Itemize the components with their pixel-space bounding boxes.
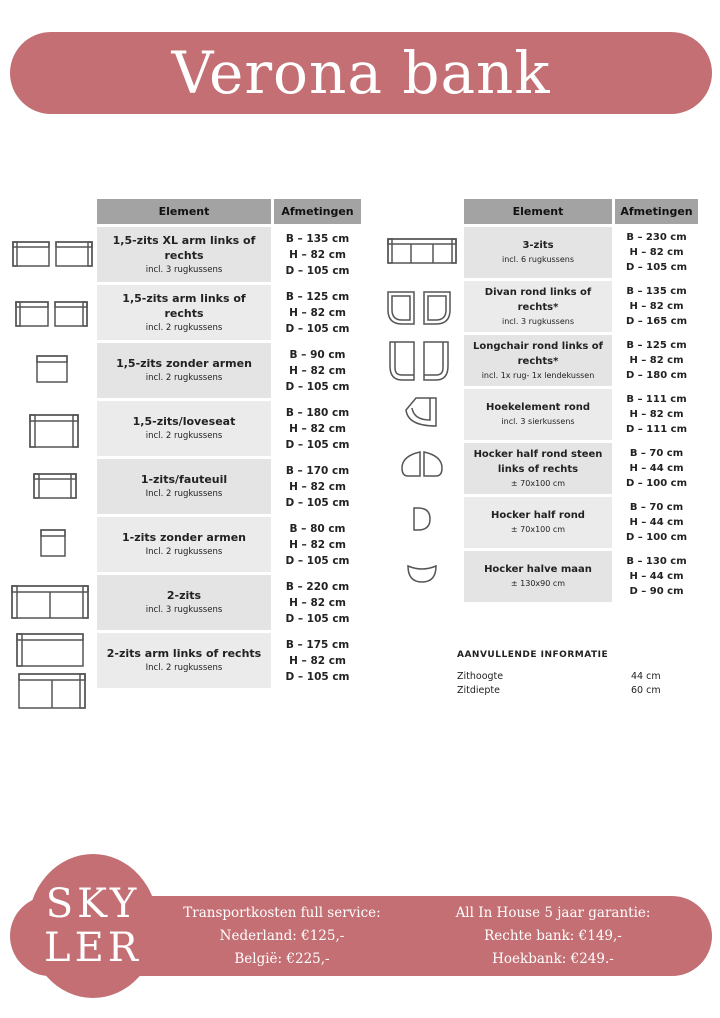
sofa-icon-longchair-rond [388,340,450,382]
dimension-cell [615,440,698,494]
dim-height: H – 82 cm [289,538,346,551]
element-cell [464,278,615,332]
dimension-cell [615,386,698,440]
extra-info-heading: AANVULLENDE INFORMATIE [457,650,609,660]
logo-line-1: SKY [45,881,141,927]
dim-height: H – 44 cm [629,517,684,528]
element-name: Hocker half rond [491,510,585,521]
dim-height: H – 44 cm [629,571,684,582]
dim-depth: D – 105 cm [626,262,687,273]
table-row [97,398,361,456]
element-sub: Incl. 2 rugkussens [145,663,223,673]
element-cell [97,456,274,514]
element-name: Hocker halve maan [484,564,592,575]
table-header-row [97,199,361,224]
sofa-icon-1-5-no-arms [36,354,68,384]
dim-width: B – 135 cm [626,286,687,297]
table-row [97,282,361,340]
sofa-icon-3-zits [387,237,457,265]
element-name: 1,5-zits/loveseat [132,415,236,428]
dim-width: B – 70 cm [629,502,684,513]
dim-depth: D – 100 cm [626,532,687,543]
dim-height: H – 82 cm [629,409,684,420]
element-sub: ± 70x100 cm [510,525,566,534]
transport-nl: Nederland: €125,- [219,928,345,944]
page-title: Verona bank [171,39,551,107]
element-sub: incl. 2 rugkussens [145,322,223,333]
transport-costs [172,902,392,971]
element-cell [464,440,615,494]
table-row [97,572,361,630]
table-row [464,224,698,278]
dim-height: H – 82 cm [289,306,346,319]
dim-depth: D – 105 cm [285,554,350,567]
dimension-cell [615,278,698,332]
brand-logo [28,854,158,998]
dimension-cell [274,224,361,282]
warranty-info [440,902,666,971]
warranty-corner: Hoekbank: €249.- [492,951,614,967]
dim-depth: D – 105 cm [285,496,350,509]
element-cell [97,572,274,630]
dimension-cell [274,282,361,340]
dimension-cell [274,398,361,456]
table-row [464,386,698,440]
element-cell [464,548,615,602]
sofa-icon-2-zits-arm [16,632,86,710]
element-name: 1,5-zits arm links of rechts [122,291,246,320]
element-name: 1-zits/fauteuil [140,473,228,486]
dim-depth: D – 105 cm [285,438,350,451]
sofa-icon-2-zits [11,584,89,620]
logo-line-2: LER [44,925,142,971]
dimension-cell [615,494,698,548]
element-sub: incl. 2 rugkussens [145,373,223,383]
sofa-icon-1-5-arm [15,300,89,328]
dim-depth: D – 180 cm [626,370,687,381]
warranty-straight: Rechte bank: €149,- [484,928,622,944]
sofa-icon-hocker-halve-maan [406,562,438,584]
dim-height: H – 82 cm [629,247,684,258]
dimension-cell [274,630,361,688]
table-row [464,332,698,386]
dim-depth: D – 105 cm [285,322,350,335]
sofa-icon-hocker-half-rond [412,506,432,532]
dim-width: B – 180 cm [285,406,350,419]
info-value: 44 cm [631,671,661,682]
table-row [464,494,698,548]
dimension-cell [615,548,698,602]
dim-width: B – 175 cm [285,638,350,651]
sofa-icon-fauteuil [33,472,77,500]
dimension-cell [274,456,361,514]
element-sub: incl. 6 rugkussens [501,255,575,264]
dim-width: B – 230 cm [626,232,687,243]
dim-width: B – 220 cm [285,580,350,593]
transport-heading: Transportkosten full service: [183,905,381,921]
table-row [464,440,698,494]
sofa-icon-hocker-half-rond-steen [400,450,444,478]
element-name: 1,5-zits zonder armen [116,357,252,370]
dimension-cell [274,340,361,398]
element-name: Longchair rond links of rechts* [473,340,603,367]
list-item [457,684,667,698]
dim-width: B – 125 cm [285,290,350,303]
dimension-cell [615,224,698,278]
element-cell [97,224,274,282]
column-header-afmetingen: Afmetingen [274,199,361,224]
table-header-row [464,199,698,224]
element-name: 2-zits arm links of rechts [106,647,262,660]
dim-width: B – 90 cm [289,348,346,361]
table-row [97,224,361,282]
element-cell [464,386,615,440]
dim-depth: D – 105 cm [285,612,350,625]
element-sub: incl. 3 rugkussens [501,316,575,326]
dim-depth: D – 111 cm [626,424,687,435]
element-cell [97,282,274,340]
dim-width: B – 125 cm [626,340,687,351]
dim-depth: D – 90 cm [629,586,684,597]
sofa-icon-loveseat [29,413,79,449]
dim-height: H – 44 cm [629,463,684,474]
dim-depth: D – 105 cm [285,264,350,277]
column-header-element: Element [97,199,274,224]
column-header-afmetingen: Afmetingen [615,199,698,224]
element-cell [464,332,615,386]
dim-height: H – 82 cm [289,480,346,493]
element-name: 2-zits [166,589,202,602]
element-sub: incl. 1x rug- 1x lendekussen [481,370,595,380]
element-name: Divan rond links of rechts* [484,286,592,313]
dim-width: B – 70 cm [629,448,684,459]
element-sub: Incl. 2 rugkussens [145,547,223,557]
sofa-icon-1-zits-no-arms [40,528,66,558]
dim-height: H – 82 cm [289,248,346,261]
table-row [97,630,361,688]
dim-width: B – 111 cm [626,394,687,405]
title-banner [10,32,712,114]
dimension-cell [274,572,361,630]
right-spec-table [464,199,698,602]
sofa-icon-1-5-xl [12,240,94,268]
dim-width: B – 170 cm [285,464,350,477]
warranty-heading: All In House 5 jaar garantie: [455,905,651,921]
info-label: Zithoogte [457,671,504,682]
element-sub: incl. 2 rugkussens [145,431,223,441]
dimension-cell [274,514,361,572]
dim-height: H – 82 cm [629,301,684,312]
column-header-element: Element [464,199,615,224]
element-name: Hoekelement rond [485,402,591,413]
table-row [464,278,698,332]
table-row [464,548,698,602]
sofa-icon-hoekelement [404,396,438,428]
dim-width: B – 130 cm [626,556,687,567]
list-item [457,670,667,684]
table-row [97,456,361,514]
element-sub: ± 70x100 cm [510,478,566,488]
transport-be: België: €225,- [234,951,330,967]
element-cell [97,340,274,398]
element-sub: ± 130x90 cm [510,579,566,588]
table-row [97,340,361,398]
element-cell [464,494,615,548]
element-name: 1,5-zits XL arm links of rechts [112,233,256,262]
dim-height: H – 82 cm [289,422,346,435]
element-cell [97,514,274,572]
dim-width: B – 135 cm [285,232,350,245]
element-name: 1-zits zonder armen [121,531,246,544]
dimension-cell [615,332,698,386]
dim-height: H – 82 cm [289,364,346,377]
element-name: 3-zits [522,240,554,251]
dim-height: H – 82 cm [289,654,346,667]
element-name: Hocker half rond steen links of rechts [473,448,603,475]
dim-depth: D – 100 cm [626,478,687,489]
dim-height: H – 82 cm [629,355,684,366]
dim-depth: D – 105 cm [285,380,350,393]
element-cell [97,630,274,688]
element-sub: Incl. 2 rugkussens [145,489,223,499]
table-row [97,514,361,572]
dim-height: H – 82 cm [289,596,346,609]
dim-depth: D – 165 cm [626,316,687,327]
sofa-icon-divan-rond [386,290,452,326]
info-label: Zitdiepte [457,685,500,696]
left-spec-table [97,199,361,688]
element-sub: incl. 3 rugkussens [145,264,223,275]
element-sub: incl. 3 rugkussens [145,605,223,615]
extra-info [457,650,667,698]
element-cell [464,224,615,278]
dim-depth: D – 105 cm [285,670,350,683]
info-value: 60 cm [631,685,661,696]
element-cell [97,398,274,456]
dim-width: B – 80 cm [289,522,346,535]
element-sub: incl. 3 sierkussens [501,417,575,426]
